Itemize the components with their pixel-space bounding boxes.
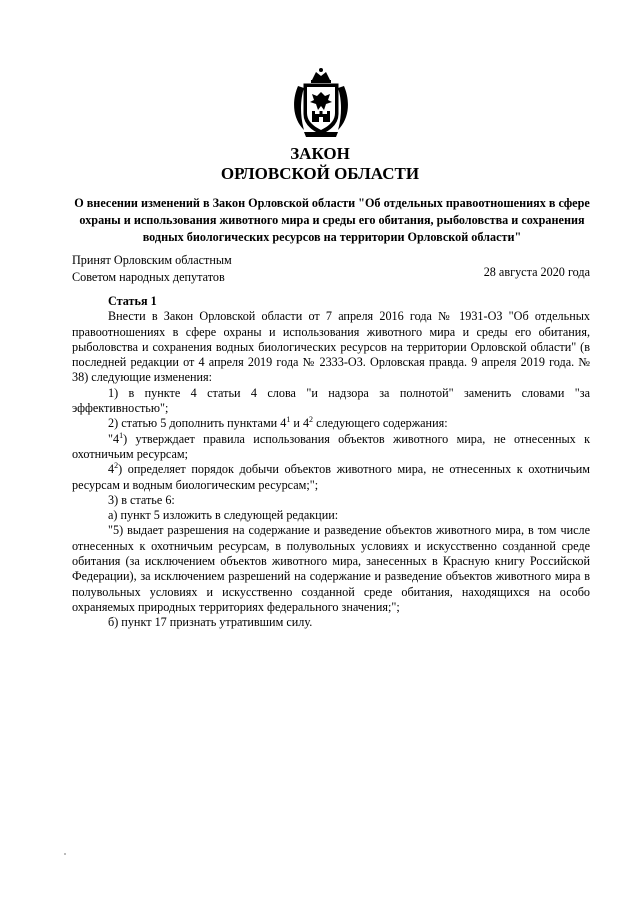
amendment-item-1: 1) в пункте 4 статьи 4 слова "и надзора за полнотой" заменить словами "за эффективностью";: [72, 385, 590, 416]
region-title: ОРЛОВСКОЙ ОБЛАСТИ: [220, 164, 420, 183]
item-2-text-middle: и 4: [290, 416, 310, 431]
point-4-2-text: ) определяет порядок добычи объектов животного мира, не отнесенных к охотничьим ресурсам и водным биологическим ресурсам;";: [72, 462, 590, 492]
point-4-2-number: 4: [108, 462, 115, 477]
point-4-1-text: ) утверждает правила использования объектов животного мира, не отнесенных к охотничьим ресурсам;: [72, 431, 590, 461]
new-point-4-2: [72, 462, 590, 493]
document-type-title: ЗАКОН: [290, 144, 350, 163]
coat-of-arms-emblem: [290, 66, 352, 140]
adoption-date: 28 августа 2020 года: [483, 265, 590, 279]
item-2-text-end: следующего содержания:: [313, 416, 448, 431]
new-point-5-text: "5) выдает разрешения на содержание и разведение объектов животного мира, в том числе отнесенных к охотничьим ресурсам, в полувольных условиях и искусственно созданной среде обитания (за исключением объектов животного мира, занесенных в Красную книгу Российской Федерации), за исключением разрешений на содержание и разведение объектов животного мира в полувольных условиях и искусственно созданной среде обитания, находящихся на особо охраняемых природных территориях федерального значения;";: [72, 523, 590, 614]
law-body: [72, 294, 590, 631]
item-2-superscript-2: 2: [309, 415, 314, 425]
new-point-4-1: [72, 432, 590, 463]
scan-speck: [64, 853, 66, 855]
adoption-line-1: Принят Орловским областным: [72, 253, 232, 267]
law-subject-heading: О внесении изменений в Закон Орловской области "Об отдельных правоотношениях в сфере охраны и использования животного мира и среды его обитания, рыболовства и сохранения водных биологических ресурсов на территории Орловской области": [74, 196, 590, 244]
amendment-item-3b: б) пункт 17 признать утратившим силу.: [108, 615, 313, 630]
item-2-text-start: 2) статью 5 дополнить пунктами 4: [108, 416, 287, 431]
article-intro-paragraph: Внести в Закон Орловской области от 7 апреля 2016 года № 1931-ОЗ "Об отдельных правоотношениях в сфере охраны и использования животного мира и среды его обитания, рыболовства и сохранения водных биологических ресурсов на территории Орловской области" (в последней редакции от 4 апреля 2019 года № 2333-ОЗ. Орловская правда. 9 апреля 2019 года. № 38) следующие изменения:: [72, 309, 590, 385]
adoption-line-2: Советом народных депутатов: [72, 270, 225, 284]
amendment-item-2: [72, 416, 590, 431]
item-2-superscript-1: 1: [286, 415, 291, 425]
point-4-1-superscript: 1: [119, 430, 124, 440]
amendment-item-3: 3) в статье 6:: [108, 492, 175, 507]
amendment-item-3a: а) пункт 5 изложить в следующей редакции:: [108, 508, 339, 523]
point-4-2-superscript: 2: [114, 461, 119, 471]
article-heading: Статья 1: [108, 294, 157, 308]
point-4-1-number: "4: [108, 431, 120, 446]
